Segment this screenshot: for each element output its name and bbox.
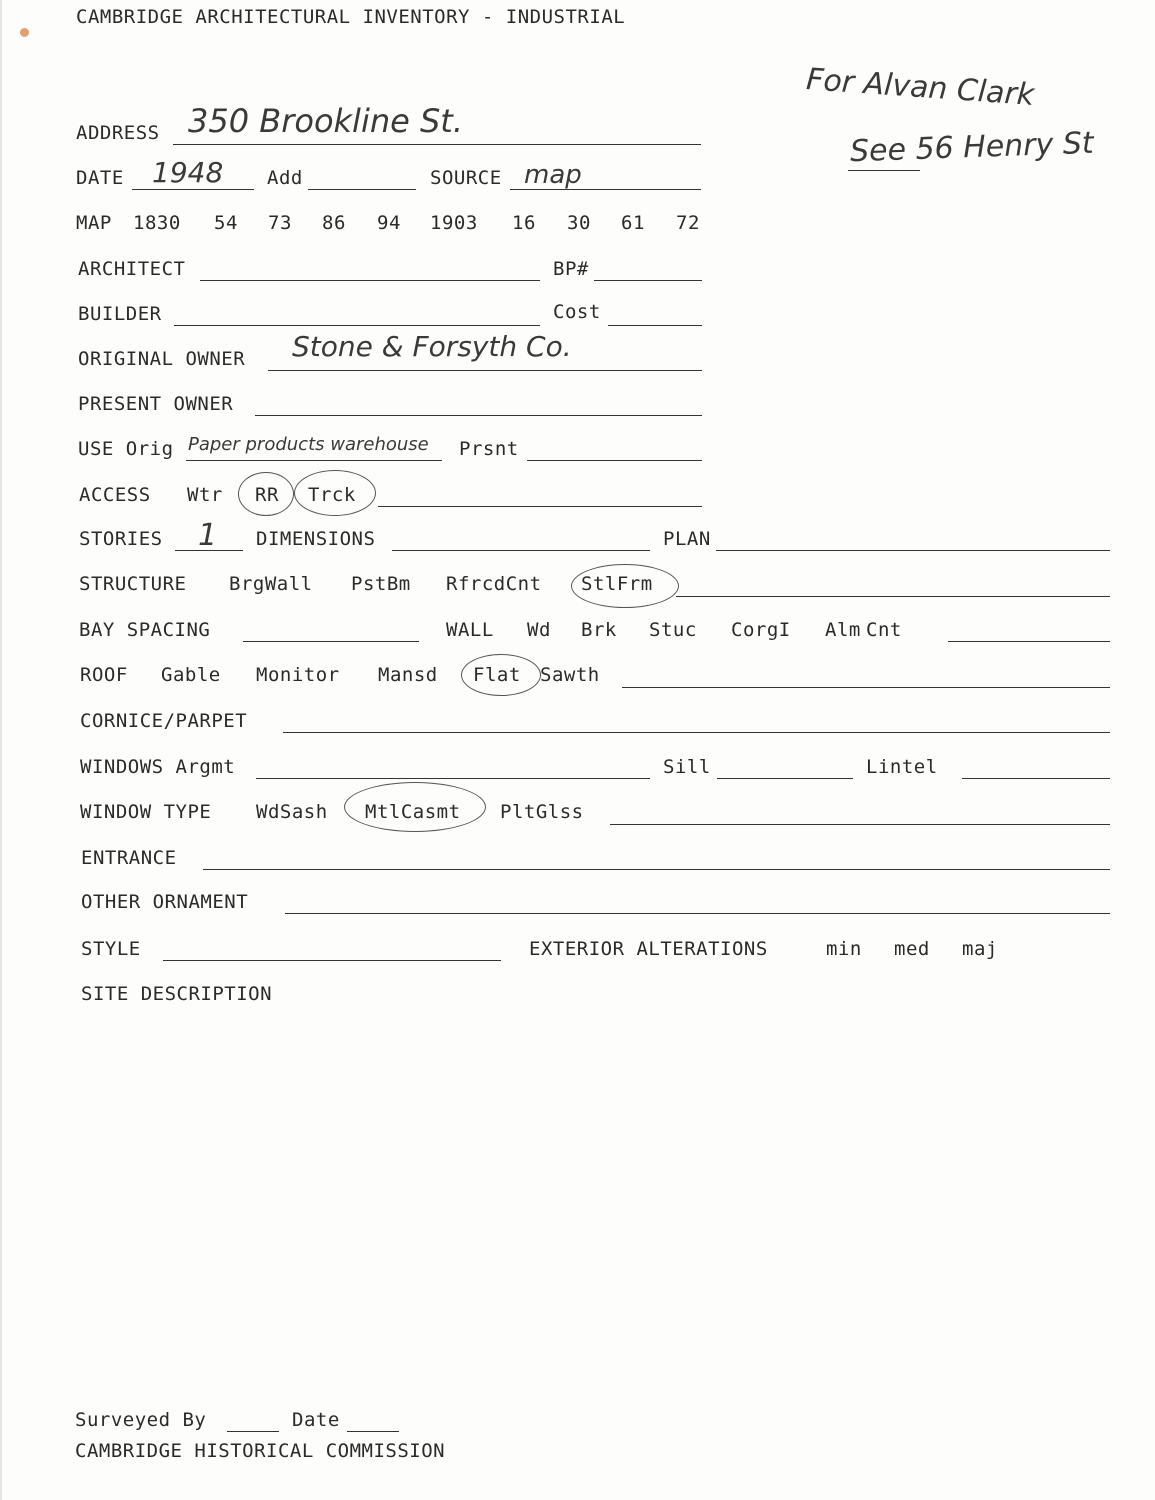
address-label: ADDRESS bbox=[76, 122, 160, 144]
wall-option-stuc[interactable]: Stuc bbox=[649, 619, 697, 641]
source-label: SOURCE bbox=[430, 167, 502, 189]
commission-name: CAMBRIDGE HISTORICAL COMMISSION bbox=[75, 1440, 446, 1462]
style-line bbox=[163, 960, 501, 961]
paper-spot bbox=[20, 28, 29, 37]
windows-argmt-line bbox=[256, 778, 650, 779]
dimensions-line bbox=[392, 550, 650, 551]
map-year[interactable]: 54 bbox=[214, 212, 238, 234]
map-year[interactable]: 16 bbox=[512, 212, 536, 234]
sill-line bbox=[717, 778, 853, 779]
source-value[interactable]: map bbox=[524, 160, 582, 190]
site-description-label: SITE DESCRIPTION bbox=[81, 983, 273, 1005]
wall-option-cnt[interactable]: Cnt bbox=[866, 619, 902, 641]
architect-label: ARCHITECT bbox=[78, 258, 186, 280]
prsnt-line bbox=[527, 460, 702, 461]
structure-option-pstbm[interactable]: PstBm bbox=[351, 573, 411, 595]
map-year[interactable]: 1830 bbox=[133, 212, 181, 234]
map-label: MAP bbox=[76, 212, 112, 234]
margin-note-underline bbox=[848, 170, 920, 171]
dimensions-label: DIMENSIONS bbox=[256, 528, 376, 550]
entrance-line bbox=[203, 869, 1110, 870]
stories-label: STORIES bbox=[79, 528, 163, 550]
footer-date-label: Date bbox=[292, 1409, 340, 1431]
map-year[interactable]: 1903 bbox=[430, 212, 478, 234]
map-year[interactable]: 86 bbox=[322, 212, 346, 234]
original-owner-line bbox=[268, 370, 702, 371]
date-line bbox=[132, 189, 254, 190]
roof-label: ROOF bbox=[80, 664, 128, 686]
address-value[interactable]: 350 Brookline St. bbox=[188, 102, 463, 140]
wall-option-corgi[interactable]: CorgI bbox=[731, 619, 791, 641]
bay-spacing-label: BAY SPACING bbox=[79, 619, 211, 641]
stories-value[interactable]: 1 bbox=[198, 518, 218, 553]
original-owner-value[interactable]: Stone & Forsyth Co. bbox=[292, 330, 572, 363]
wall-option-wd[interactable]: Wd bbox=[527, 619, 551, 641]
other-ornament-line bbox=[285, 913, 1110, 914]
bay-spacing-line bbox=[243, 641, 419, 642]
wall-option-brk[interactable]: Brk bbox=[581, 619, 617, 641]
date-label: DATE bbox=[76, 167, 124, 189]
window-option-pltglss[interactable]: PltGlss bbox=[500, 801, 584, 823]
wall-label: WALL bbox=[446, 619, 494, 641]
surveyed-by-line bbox=[227, 1431, 279, 1432]
roof-line bbox=[622, 687, 1110, 688]
alteration-option-min[interactable]: min bbox=[826, 938, 862, 960]
access-option-trck[interactable]: Trck bbox=[308, 484, 356, 506]
roof-option-mansd[interactable]: Mansd bbox=[378, 664, 438, 686]
roof-option-sawth[interactable]: Sawth bbox=[540, 664, 600, 686]
builder-label: BUILDER bbox=[78, 303, 162, 325]
builder-line bbox=[174, 325, 540, 326]
use-orig-line bbox=[186, 460, 442, 461]
access-option-wtr[interactable]: Wtr bbox=[187, 484, 223, 506]
access-line bbox=[378, 506, 702, 507]
roof-option-monitor[interactable]: Monitor bbox=[256, 664, 340, 686]
present-owner-label: PRESENT OWNER bbox=[78, 393, 234, 415]
margin-note-line2: See 56 Henry St bbox=[849, 125, 1095, 170]
use-orig-label: USE Orig bbox=[78, 438, 174, 460]
use-orig-value[interactable]: Paper products warehouse bbox=[188, 434, 429, 455]
wall-option-alm[interactable]: Alm bbox=[825, 619, 861, 641]
cost-line bbox=[608, 325, 702, 326]
margin-note-line1: For Alvan Clark bbox=[805, 62, 1036, 113]
structure-option-rfrcdcnt[interactable]: RfrcdCnt bbox=[446, 573, 542, 595]
structure-line bbox=[676, 596, 1110, 597]
alteration-option-maj[interactable]: maj bbox=[962, 938, 998, 960]
exterior-alterations-label: EXTERIOR ALTERATIONS bbox=[529, 938, 768, 960]
lintel-label: Lintel bbox=[866, 756, 938, 778]
bp-label: BP# bbox=[553, 258, 589, 280]
footer-date-line bbox=[347, 1431, 399, 1432]
add-line bbox=[308, 189, 416, 190]
structure-label: STRUCTURE bbox=[79, 573, 187, 595]
access-option-rr[interactable]: RR bbox=[255, 484, 279, 506]
window-option-mtlcasmt[interactable]: MtlCasmt bbox=[365, 801, 461, 823]
lintel-line bbox=[962, 778, 1110, 779]
entrance-label: ENTRANCE bbox=[81, 847, 177, 869]
map-year[interactable]: 61 bbox=[621, 212, 645, 234]
original-owner-label: ORIGINAL OWNER bbox=[78, 348, 246, 370]
access-label: ACCESS bbox=[79, 484, 151, 506]
present-owner-line bbox=[255, 415, 702, 416]
windows-argmt-label: WINDOWS Argmt bbox=[80, 756, 236, 778]
surveyed-by-label: Surveyed By bbox=[75, 1409, 207, 1431]
map-year[interactable]: 72 bbox=[676, 212, 700, 234]
prsnt-label: Prsnt bbox=[459, 438, 519, 460]
window-type-line bbox=[610, 824, 1110, 825]
map-year[interactable]: 73 bbox=[268, 212, 292, 234]
form-title: CAMBRIDGE ARCHITECTURAL INVENTORY - INDUSTRIAL bbox=[76, 6, 626, 28]
cost-label: Cost bbox=[553, 301, 601, 323]
map-year[interactable]: 30 bbox=[567, 212, 591, 234]
sill-label: Sill bbox=[663, 756, 711, 778]
structure-option-brgwall[interactable]: BrgWall bbox=[229, 573, 313, 595]
style-label: STYLE bbox=[81, 938, 141, 960]
address-line bbox=[173, 144, 701, 145]
cornice-label: CORNICE/PARPET bbox=[80, 710, 248, 732]
plan-label: PLAN bbox=[663, 528, 711, 550]
window-option-wdsash[interactable]: WdSash bbox=[256, 801, 328, 823]
roof-option-flat[interactable]: Flat bbox=[473, 664, 521, 686]
other-ornament-label: OTHER ORNAMENT bbox=[81, 891, 249, 913]
cornice-line bbox=[283, 732, 1110, 733]
plan-line bbox=[716, 550, 1110, 551]
roof-option-gable[interactable]: Gable bbox=[161, 664, 221, 686]
structure-option-stlfrm[interactable]: StlFrm bbox=[581, 573, 653, 595]
architect-line bbox=[200, 280, 540, 281]
date-value[interactable]: 1948 bbox=[152, 156, 224, 189]
bp-line bbox=[594, 280, 702, 281]
map-year[interactable]: 94 bbox=[377, 212, 401, 234]
alteration-option-med[interactable]: med bbox=[894, 938, 930, 960]
wall-line bbox=[948, 641, 1110, 642]
add-label: Add bbox=[267, 167, 303, 189]
window-type-label: WINDOW TYPE bbox=[80, 801, 212, 823]
